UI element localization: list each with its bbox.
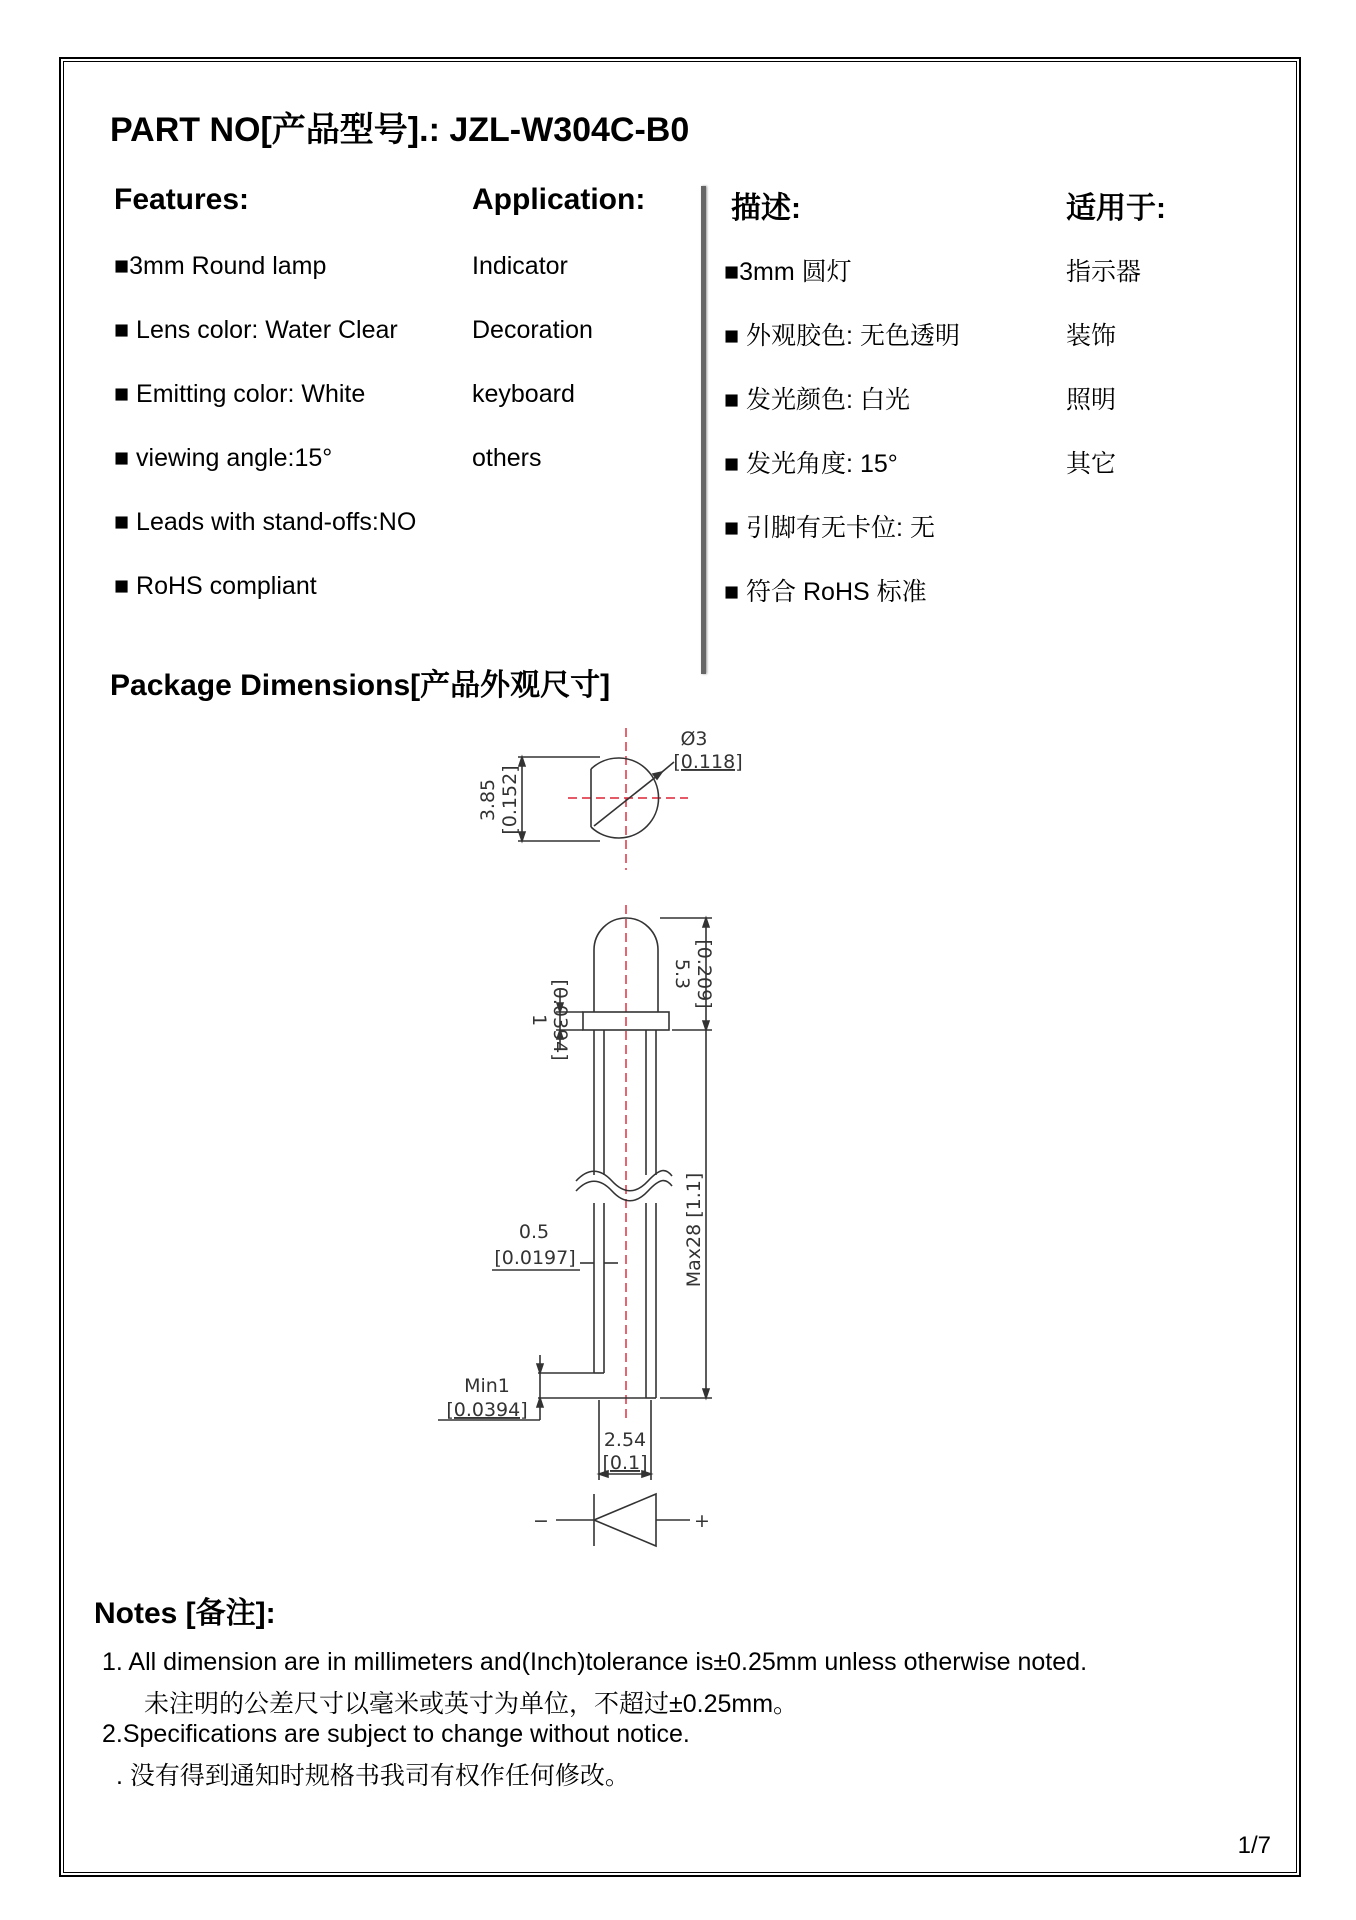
dim-pitch: 2.54	[603, 1429, 647, 1451]
page-number: 1/7	[1237, 1832, 1271, 1859]
application-cn-item: 其它	[1066, 450, 1117, 478]
application-item: Indicator	[472, 252, 568, 280]
feature-item: ■3mm Round lamp	[114, 252, 327, 280]
dim-body-height: 5.3	[671, 958, 693, 990]
description-cn-heading: 描述:	[731, 192, 801, 225]
features-heading: Features:	[114, 183, 250, 216]
dim-lead-difference-inch: [0.0394]	[446, 1399, 528, 1421]
dim-body-height-inch: [0.209]	[693, 939, 715, 1009]
application-cn-heading: 适用于:	[1066, 192, 1166, 225]
note-line: 2.Specifications are subject to change without notice.	[102, 1720, 690, 1748]
part-number-title: PART NO[产品型号].: JZL-W304C-B0	[110, 111, 690, 149]
application-cn-item: 照明	[1066, 386, 1117, 414]
dim-lead-width-inch: [0.0197]	[494, 1247, 576, 1269]
package-dimensions-heading: Package Dimensions[产品外观尺寸]	[110, 669, 611, 702]
application-item: others	[472, 444, 542, 472]
dim-lead-difference: Min1	[464, 1375, 510, 1397]
dim-pitch-inch: [0.1]	[602, 1452, 648, 1474]
description-cn-item: ■ 发光颜色: 白光	[724, 386, 910, 414]
feature-item: ■ Leads with stand-offs:NO	[114, 508, 417, 536]
description-cn-item: ■ 符合 RoHS 标准	[724, 578, 927, 606]
dim-flange-thickness: 1	[528, 1013, 550, 1027]
diode-cathode-sign: −	[533, 1510, 549, 1532]
dim-lead-length: Max28 [1.1]	[683, 1172, 705, 1288]
note-line: 未注明的公差尺寸以毫米或英寸为单位，不超过±0.25mm。	[144, 1690, 799, 1718]
feature-item: ■ Lens color: Water Clear	[114, 316, 398, 344]
note-line: 1. All dimension are in millimeters and(Inch)tolerance is±0.25mm unless otherwise noted.	[102, 1648, 1088, 1676]
application-item: keyboard	[472, 380, 575, 408]
dim-lead-width: 0.5	[518, 1221, 550, 1243]
dim-diameter: Ø3	[680, 728, 708, 750]
description-cn-item: ■ 引脚有无卡位: 无	[724, 514, 935, 542]
dim-diameter-inch: [0.118]	[673, 751, 743, 773]
diode-anode-sign: +	[694, 1510, 710, 1532]
dim-flange-height: 3.85	[477, 778, 499, 822]
notes-heading: Notes [备注]:	[94, 1597, 276, 1630]
dim-flange-thickness-inch: [0.0394]	[549, 979, 571, 1061]
description-cn-item: ■ 外观胶色: 无色透明	[724, 322, 960, 350]
feature-item: ■ viewing angle:15°	[114, 444, 333, 472]
feature-item: ■ Emitting color: White	[114, 380, 366, 408]
description-cn-item: ■3mm 圆灯	[724, 258, 852, 286]
description-cn-item: ■ 发光角度: 15°	[724, 450, 898, 478]
note-line: . 没有得到通知时规格书我司有权作任何修改。	[116, 1762, 630, 1790]
application-cn-item: 装饰	[1066, 322, 1117, 350]
application-item: Decoration	[472, 316, 593, 344]
application-heading: Application:	[472, 183, 646, 216]
dim-flange-height-inch: [0.152]	[499, 765, 521, 835]
application-cn-item: 指示器	[1066, 258, 1142, 286]
feature-item: ■ RoHS compliant	[114, 572, 317, 600]
